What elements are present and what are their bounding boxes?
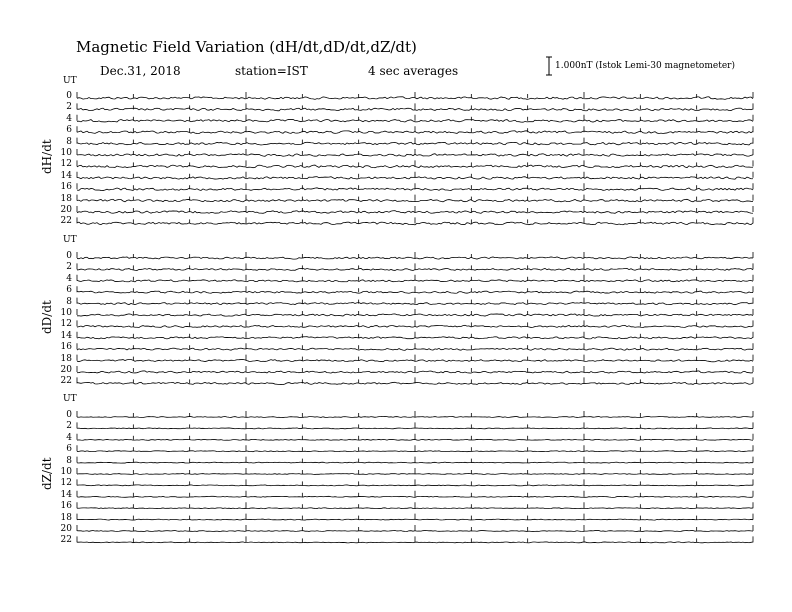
hour-label: 8 xyxy=(66,455,72,466)
hour-label: 6 xyxy=(66,285,72,296)
hour-label: 22 xyxy=(60,535,72,546)
hour-label: 20 xyxy=(60,205,72,215)
hour-label: 2 xyxy=(66,102,72,113)
ylabel-dH: dH/dt xyxy=(40,139,54,174)
hour-label: 8 xyxy=(66,296,72,307)
hour-label: 10 xyxy=(60,148,72,158)
date-label: Dec.31, 2018 xyxy=(100,64,181,78)
hour-label: 14 xyxy=(60,170,72,181)
hour-label: 12 xyxy=(60,478,72,489)
ut-label-panel-3: UT xyxy=(63,394,77,404)
hour-label: 2 xyxy=(66,421,72,432)
hour-label: 20 xyxy=(60,365,72,375)
hour-label: 10 xyxy=(60,308,72,318)
hour-label: 14 xyxy=(60,489,72,500)
hour-label: 16 xyxy=(60,501,72,512)
station-label: station=IST xyxy=(235,64,308,78)
ut-label-panel-2: UT xyxy=(63,235,77,245)
hour-label: 0 xyxy=(66,251,72,261)
hour-label: 6 xyxy=(66,125,72,136)
hour-label: 20 xyxy=(60,524,72,534)
hour-label: 12 xyxy=(60,159,72,170)
hour-label: 0 xyxy=(66,91,72,101)
hour-label: 14 xyxy=(60,330,72,341)
hour-label: 0 xyxy=(66,410,72,420)
chart-title: Magnetic Field Variation (dH/dt,dD/dt,dZ/dt) xyxy=(76,38,417,56)
ylabel-dZ: dZ/dt xyxy=(40,457,54,490)
hour-label: 6 xyxy=(66,444,72,455)
scale-label: 1.000nT (Istok Lemi-30 magnetometer) xyxy=(555,61,735,71)
hour-label: 16 xyxy=(60,182,72,193)
ut-label-panel-1: UT xyxy=(63,76,77,86)
hour-label: 16 xyxy=(60,342,72,353)
hour-label: 4 xyxy=(66,113,72,124)
hour-label: 2 xyxy=(66,262,72,273)
ylabel-dD: dD/dt xyxy=(40,300,54,334)
hour-label: 18 xyxy=(60,353,72,364)
hour-label: 18 xyxy=(60,512,72,523)
hour-label: 22 xyxy=(60,376,72,387)
hour-label: 22 xyxy=(60,216,72,227)
hour-label: 4 xyxy=(66,432,72,443)
hour-label: 10 xyxy=(60,467,72,477)
hour-label: 12 xyxy=(60,319,72,330)
hour-label: 8 xyxy=(66,136,72,147)
averaging-label: 4 sec averages xyxy=(368,64,459,78)
hour-label: 18 xyxy=(60,193,72,204)
hour-label: 4 xyxy=(66,273,72,284)
